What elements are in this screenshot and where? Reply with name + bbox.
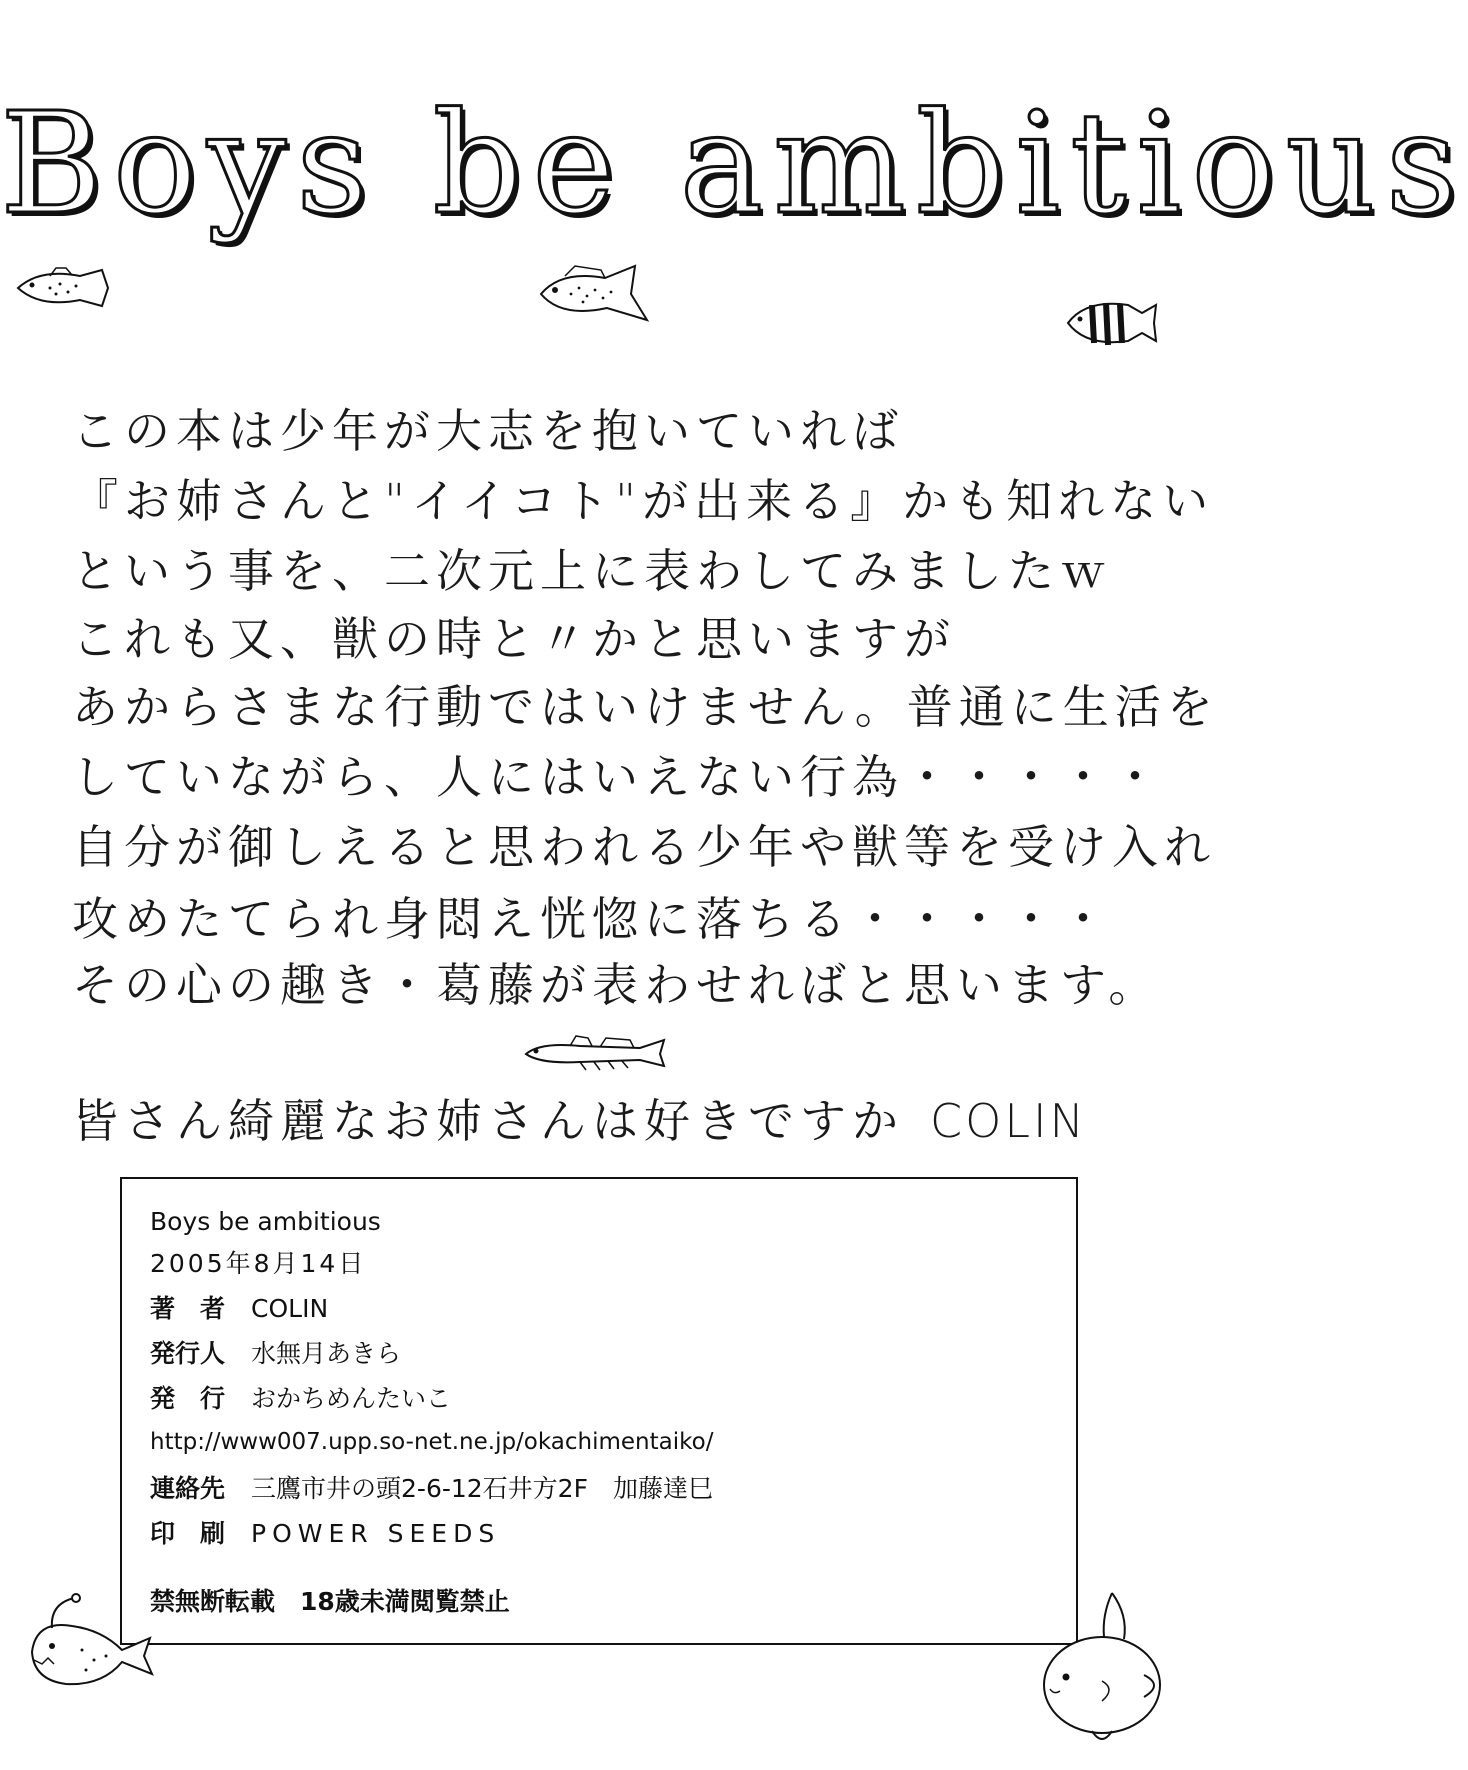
message-line-6: していながら、人にはいえない行為・・・・・ <box>72 750 1164 804</box>
message-line-2: 『お姉さんと"イイコト"が出来る』かも知れない <box>72 474 1215 528</box>
publisher-value: おかちめんたいこ <box>251 1384 452 1413</box>
author-signature: COLIN <box>930 1094 1087 1148</box>
publisher-person-value: 水無月あきら <box>251 1339 402 1368</box>
colophon-contact <box>150 1476 713 1501</box>
colophon-url: http://www007.upp.so-net.ne.jp/okachimentaiko/ <box>150 1429 714 1455</box>
message-line-1: この本は少年が大志を抱いていれば <box>72 404 904 458</box>
striped-fish-icon <box>1062 293 1162 351</box>
perch-fish-icon <box>10 262 120 314</box>
page-title: Boys be ambitious <box>0 83 1468 246</box>
closing-text: 皆さん綺麗なお姉さんは好きですか <box>72 1094 904 1148</box>
snapper-fish-icon <box>535 260 655 330</box>
message-line-7: 自分が御しえると思われる少年や獣等を受け入れ <box>72 820 1216 874</box>
colophon-box <box>120 1177 1078 1645</box>
sunfish-icon <box>1032 1585 1172 1750</box>
message-line-3: という事を、二次元上に表わしてみましたｗ <box>72 544 1112 598</box>
contact-value: 三鷹市井の頭2-6-12石井方2F 加藤達巳 <box>251 1474 713 1503</box>
colophon-notice: 禁無断転載 18歳未満閲覧禁止 <box>150 1587 510 1616</box>
author-label: 著 者 <box>150 1294 226 1323</box>
colophon-date: 2005年8月14日 <box>150 1249 367 1278</box>
colophon-publisher-person <box>150 1341 401 1366</box>
contact-label: 連絡先 <box>150 1474 226 1503</box>
message-line-5: あからさまな行動ではいけません。普通に生活を <box>72 680 1219 734</box>
colophon-author <box>150 1296 328 1321</box>
printer-label: 印 刷 <box>150 1519 226 1548</box>
publisher-person-label: 発行人 <box>150 1339 226 1368</box>
goby-fish-icon <box>520 1030 670 1074</box>
colophon-printer <box>150 1521 500 1546</box>
anglerfish-icon <box>22 1590 162 1700</box>
printer-value: POWER SEEDS <box>251 1519 501 1548</box>
message-line-4: これも又、獣の時と〃かと思いますが <box>72 612 956 666</box>
message-line-9: その心の趣き・葛藤が表わせればと思います。 <box>72 958 1161 1012</box>
message-line-8: 攻めたてられ身悶え恍惚に落ちる・・・・・ <box>72 892 1112 946</box>
colophon-publisher <box>150 1386 451 1411</box>
publisher-label: 発 行 <box>150 1384 226 1413</box>
colophon-book-title: Boys be ambitious <box>150 1207 381 1236</box>
author-value: COLIN <box>251 1294 329 1323</box>
